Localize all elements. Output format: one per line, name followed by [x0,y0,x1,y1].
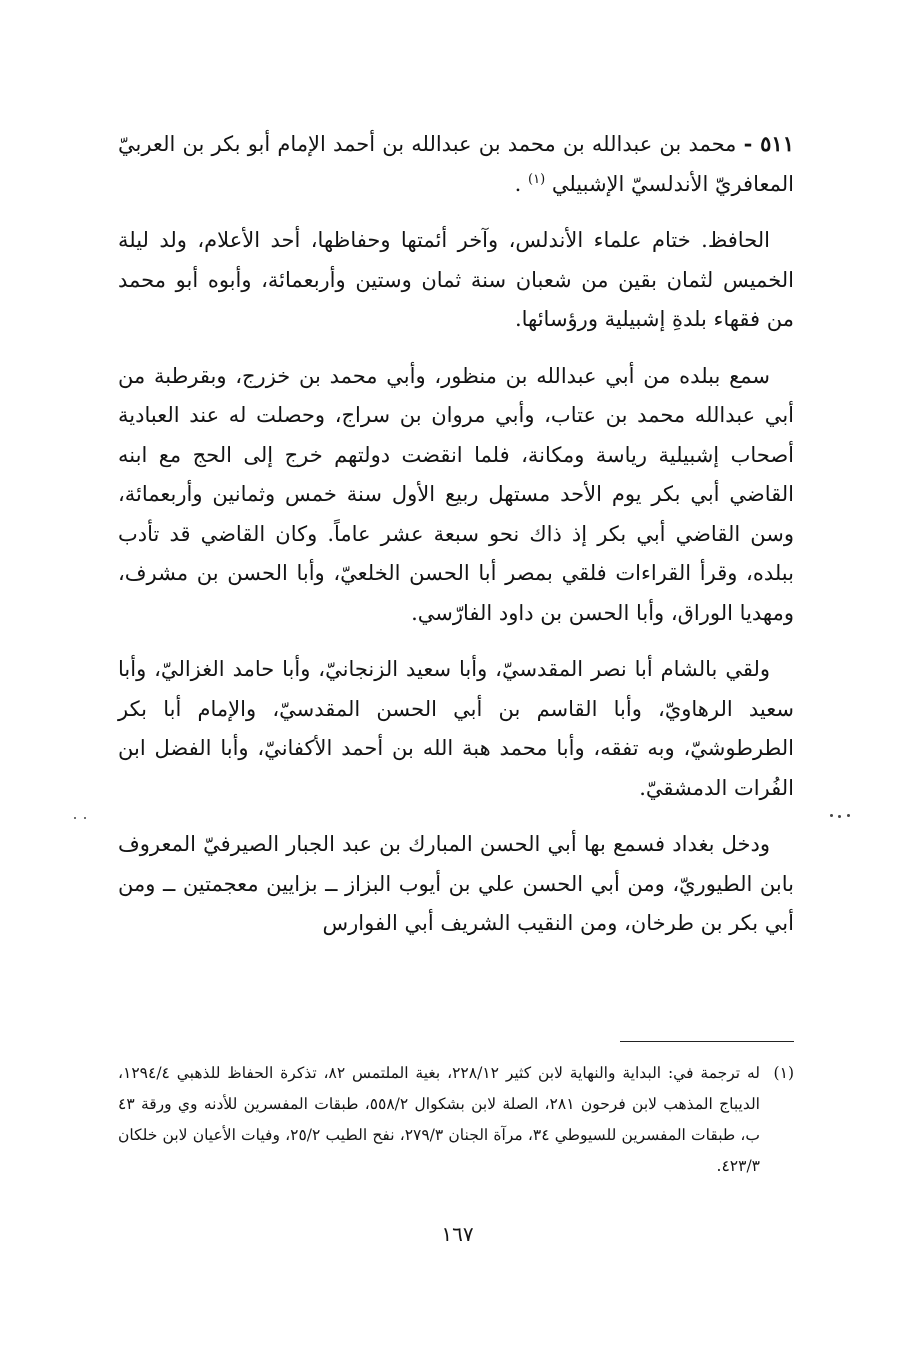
scan-speck [84,817,86,819]
footnote-number: (١) [773,1064,794,1082]
footnote-divider [620,1041,794,1042]
footnote-text: له ترجمة في: البداية والنهاية لابن كثير ٢٢٨/١٢، بغية الملتمس ٨٢، تذكرة الحفاظ للذهبي ١٢٩٤/٤، الديباج المذهب لابن فرحون ٢٨١، الصلة لابن بشكوال ٥٥٨/٢، طبقات المفسرين للأدنه وي ورقة ٤٣ ب، طبقات المفسرين للسيوطي ٣٤، مرآة الجنان ٢٧٩/٣، نفح الطيب ٢٥/٢، وفيات الأعيان لابن خلكان ٤٢٣/٣. [118,1064,760,1175]
footnote-reference: (١) [528,171,546,187]
entry-heading-end: . [514,171,522,196]
footnotes [118,1058,794,1182]
scan-speck [847,814,850,817]
main-text [118,124,794,961]
entry-number: ٥١١ - [743,131,794,156]
footnote-item [118,1058,794,1182]
entry-heading-text: محمد بن عبدالله بن محمد بن عبدالله بن أحمد الإمام أبو بكر بن العربيّ المعافريّ الأندلسيّ الإشبيلي [118,132,794,196]
page-number: ١٦٧ [441,1222,474,1246]
paragraph-2: سمع ببلده من أبي عبدالله بن منظور، وأبي محمد بن خزرج، وبقرطبة من أبي عبدالله محمد بن عتاب، وأبي مروان بن سراج، وحصلت له عند العبادية أصحاب إشبيلية رياسة ومكانة، فلما انقضت دولتهم خرج إلى الحج مع ابنه القاضي أبي بكر يوم الأحد مستهل ربيع الأول سنة خمس وثمانين وأربعمائة، وسن القاضي أبي بكر إذ ذاك نحو سبعة عشر عاماً. وكان القاضي قد تأدب ببلده، وقرأ القراءات فلقي بمصر أبا الحسن الخلعيّ، وأبا الحسن بن مشرف، ومهديا الوراق، وأبا الحسن بن داود الفارّسي. [118,363,794,625]
paragraph-3: ولقي بالشام أبا نصر المقدسيّ، وأبا سعيد الزنجانيّ، وأبا حامد الغزاليّ، وأبا سعيد الرهاويّ، وأبا القاسم بن أبي الحسن المقدسيّ، والإمام أبا بكر الطرطوشيّ، وبه تفقه، وأبا محمد هبة الله بن أحمد الأكفانيّ، وأبا الفضل ابن الفُرات الدمشقيّ. [118,657,794,800]
scan-speck [830,814,833,817]
paragraph-1: الحافظ. ختام علماء الأندلس، وآخر أئمتها وحفاظها، أحد الأعلام، ولد ليلة الخميس لثمان بقين من شعبان سنة ثمان وستين وأربعمائة، وأبوه أبو محمد من فقهاء بلدةِ إشبيلية ورؤسائها. [118,228,794,331]
entry-heading [118,124,794,204]
paragraph-4: ودخل بغداد فسمع بها أبي الحسن المبارك بن عبد الجبار الصيرفيّ المعروف بابن الطيوريّ، ومن أبي الحسن علي بن أيوب البزاز ــ بزايين معجمتين ــ ومن أبي بكر بن طرخان، ومن النقيب الشريف أبي الفوارس [118,832,794,935]
scan-speck [838,815,841,818]
scan-speck [74,817,76,819]
